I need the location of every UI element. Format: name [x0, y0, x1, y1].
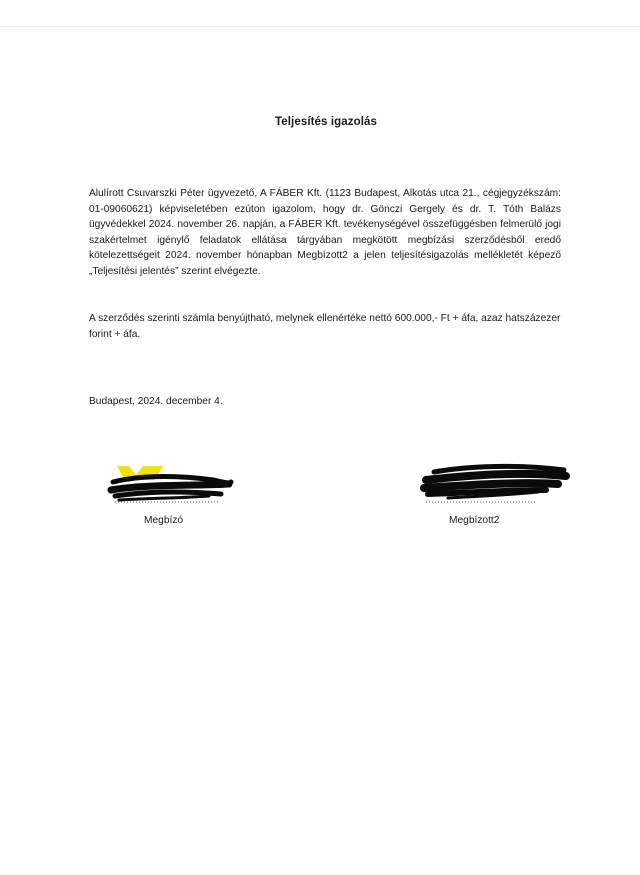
- signature-label-contractor: Megbízott2: [449, 515, 500, 526]
- certification-paragraph: Alulírott Csuvarszki Péter ügyvezető, A FÁBER Kft. (1123 Budapest, Alkotás utca 21., cégjegyzékszám: 01-09060621) képviseletében ezúton igazolom, hogy dr. Gönczi Gergely és dr. T. Tóth Balázs ügyvédekkel 2024. november 26. napján, a FÁBER Kft. tevékenységével összefüggésben felmerülő jogi szakértelmet igénylő feladatok ellátása tárgyában megkötött megbízási szerződésből eredő kötelezettségeit 2024. november hónapban Megbízott2 a jelen teljesítésigazolás mellékletét képező „Teljesítési jelentés” szerint elvégezte.: [89, 188, 561, 277]
- invoice-paragraph: A szerződés szerinti számla benyújtható, melynek ellenértéke nettó 600.000,- Ft + áfa, azaz hatszázezer forint + áfa.: [89, 313, 561, 340]
- page-top-edge: [0, 26, 640, 27]
- document-title: Teljesítés igazolás: [274, 116, 378, 128]
- place-and-date: Budapest, 2024. december 4.: [89, 396, 223, 407]
- signature-block-client: [105, 460, 265, 530]
- signature-label-client: Megbízó: [144, 515, 184, 526]
- redacted-signature-contractor: [418, 460, 578, 512]
- signature-block-contractor: [418, 460, 578, 530]
- redacted-signature-client: [105, 460, 265, 512]
